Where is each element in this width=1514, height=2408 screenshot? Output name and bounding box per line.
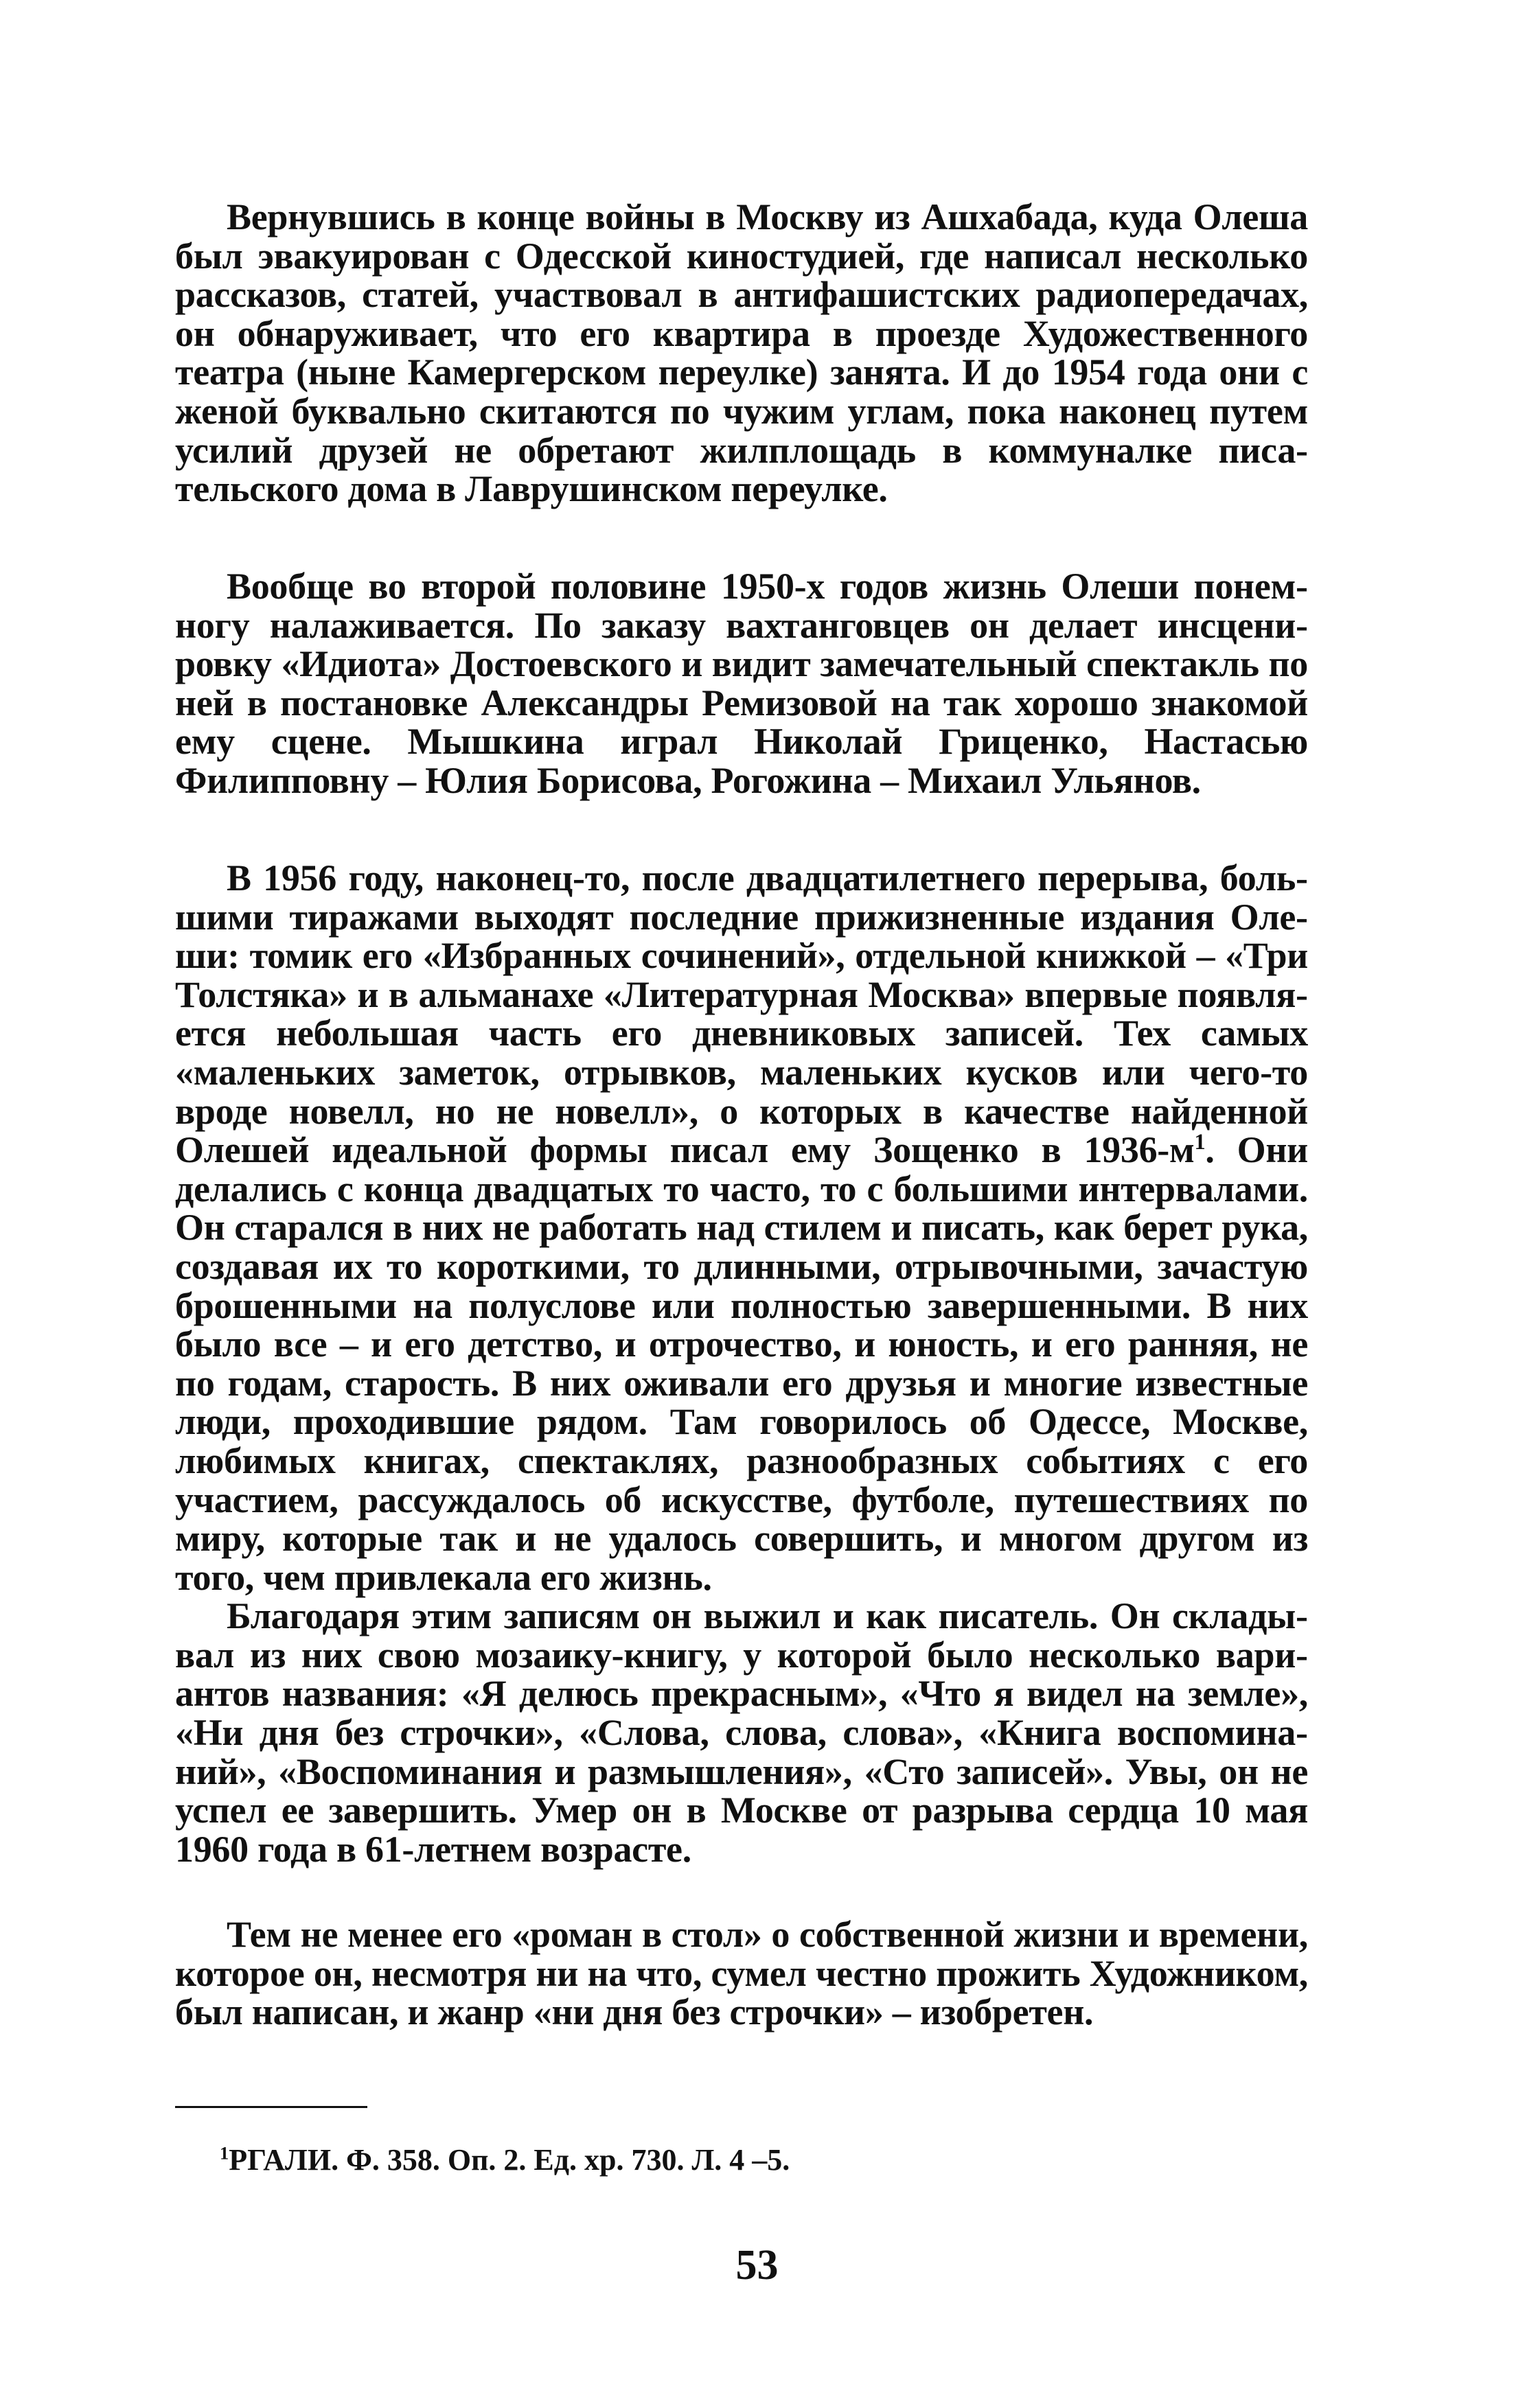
page-number: 53 xyxy=(735,2242,779,2289)
paragraph-2-text: Вообще во второй половине 1950-х годов жизнь Олеши понемногу налаживается. По заказу вахтанговцев он делает инсценировку «Идиота» Достоевского и видит замечательный спектакль по ней в постановке Александры Ремизовой на так хорошо знакомой ему сцене. Мышкина играл Николай Гриценко, Настасью Филипповну – Юлия Борисова, Рогожина – Михаил Ульянов. xyxy=(175,566,1308,801)
footnote-marker: 1 xyxy=(220,2142,229,2164)
footnote xyxy=(220,2143,790,2177)
paragraph-5-text: Тем не менее его «роман в стол» о собственной жизни и времени, которое он, несмотря ни на что, сумел честно прожить Художником, был написан, и жанр «ни дня без строчки» – изобретен. xyxy=(175,1914,1308,2033)
paragraph-1 xyxy=(175,198,1308,509)
paragraph-2 xyxy=(175,567,1308,800)
paragraph-1-text: Вернувшись в конце войны в Москву из Ашхабада, куда Олеша был эвакуирован с Одесской киностудией, где написал несколько рассказов, статей, участвовал в антифашистских радиопередачах, он обнаруживает, что его квартира в проезде Художественного театра (ныне Камергерском переулке) занята. И до 1954 года они с женой буквально скитаются по чужим углам, пока наконец путем усилий друзей не обретают жилплощадь в коммуналке писательского дома в Лаврушинском переулке. xyxy=(175,196,1308,510)
paragraph-4: Благодаря этим записям он выжил и как писатель. Он складывал из них свою мозаику-книгу, у которой было несколько вариантов названия: «Я делюсь прекрасным», «Что я видел на земле», «Ни дня без строчки», «Слова, слова, слова», «Книга воспоминаний», «Воспоминания и размышления», «Сто записей». Увы, он не успел ее завершить. Умер он в Москве от разрыва сердца 10 мая 1960 года в 61-летнем возрасте. xyxy=(175,1595,1308,1870)
paragraph-5 xyxy=(175,1915,1308,2032)
paragraph-3 xyxy=(175,859,1308,1597)
paragraphs-3-4 xyxy=(175,859,1308,1868)
paragraph-3-text-end: . Они делались с конца двадцатых то часто, то с большими интервалами. Он старался в них не работать над стилем и писать, как берет рука, создавая их то короткими, то длинными, отрывочными, зачастую брошенными на полуслове или полностью завершенными. В них было все – и его детство, и отрочество, и юность, и его ранняя, не по годам, старость. В них оживали его друзья и многие известные люди, проходившие рядом. Там говорилось об Одессе, Москве, любимых книгах, спектаклях, разнообразных событиях с его участием, рассуждалось об искусстве, футболе, путешествиях по миру, которые так и не удалось совершить, и многом другом из того, чем привлекала его жизнь. xyxy=(175,1129,1308,1598)
footnote-text: РГАЛИ. Ф. 358. Оп. 2. Ед. хр. 730. Л. 4 –5. xyxy=(229,2143,790,2177)
footnote-divider xyxy=(175,2106,367,2108)
footnote-reference: 1 xyxy=(1194,1130,1206,1155)
paragraph-3-text-start: В 1956 году, наконец-то, после двадцатилетнего перерыва, большими тиражами выходят последние прижизненные издания Олеши: томик его «Избранных сочинений», отдельной книжкой – «Три Толстяка» и в альманахе «Литературная Москва» впервые появляется небольшая часть его дневниковых записей. Тех самых «маленьких заметок, отрывков, маленьких кусков или чего-то вроде новелл, но не новелл», о которых в качестве найденной Олешей идеальной формы писал ему Зощенко в 1936-м xyxy=(175,857,1308,1171)
